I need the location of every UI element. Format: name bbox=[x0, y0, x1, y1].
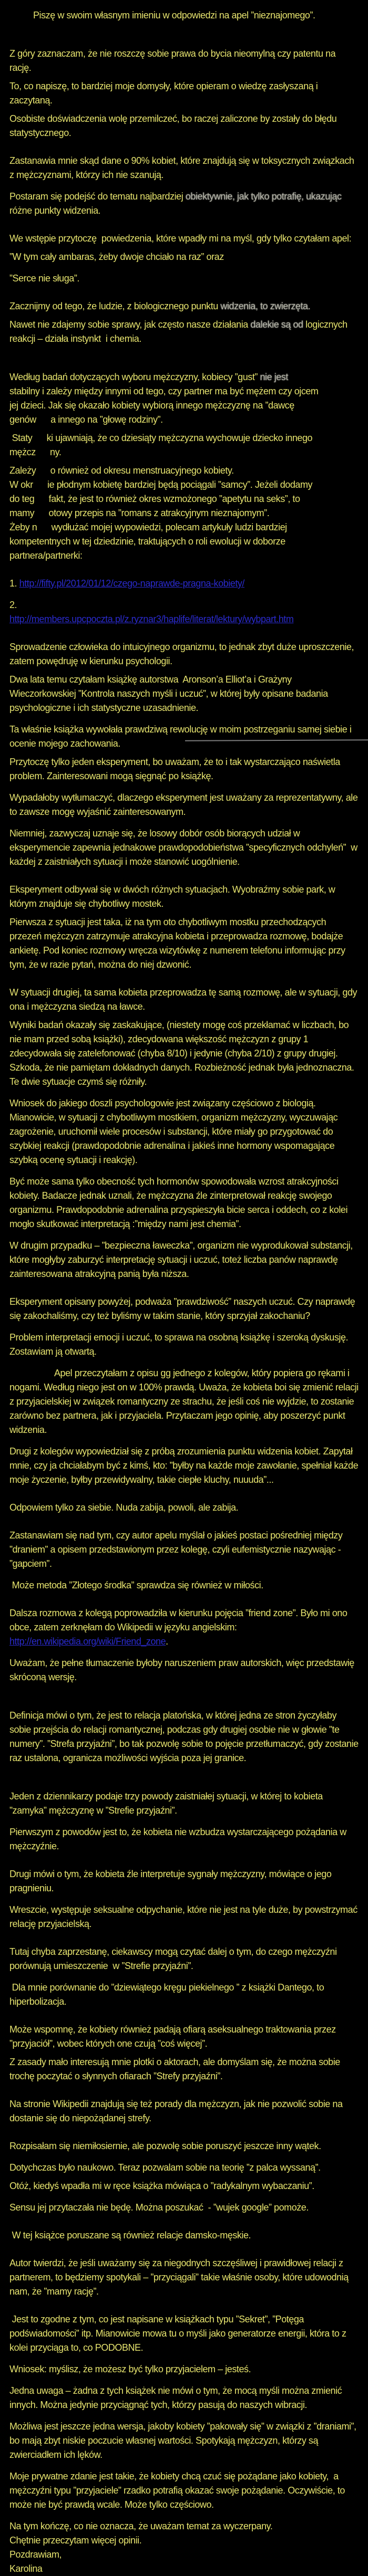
paragraph bbox=[9, 79, 360, 108]
paragraph bbox=[9, 2312, 360, 2355]
paragraph bbox=[9, 1366, 360, 1437]
text-run: Drugi mówi o tym, że kobieta źle interpretuje sygnały mężczyzny, mówiące o jego pragnieniu. bbox=[9, 1869, 334, 1893]
paragraph bbox=[9, 1528, 360, 1571]
text-run: Możliwa jest jeszcze jedna wersja, jakoby kobiety ”pakowały się” w związki z ”draniami”, bo mają zbyt niskie poczucie własnej wartości. Spotykają mężczyzn, którzy są zwierciadłem ich lęków. bbox=[9, 2421, 359, 2460]
paragraph bbox=[9, 1981, 360, 2009]
text-run: partnera/partnerki: bbox=[9, 550, 83, 561]
paragraph bbox=[9, 2228, 360, 2243]
text-run: . bbox=[166, 1636, 168, 1647]
text-line bbox=[9, 520, 360, 535]
paragraph bbox=[9, 112, 360, 140]
text-run: Na tym kończę, co nie oznacza, że uważam temat za wyczerpany. bbox=[9, 2521, 273, 2531]
text-run: Pozdrawiam, bbox=[9, 2549, 62, 2560]
text-line bbox=[9, 384, 360, 399]
text-run: Być może sama tylko obecność tych hormonów spowodowała wzrost atrakcyjności kobiety. Badacze jednak uznali, że mężczyzna źle zinterpretował reakcję swojego organizmu. Prawdopodobnie adrenalina przyspieszyła bicie serca i oddech, co z kolei mogło skutkować interpretacją :”między nami jest chemia”. bbox=[9, 1176, 350, 1229]
paragraph bbox=[9, 640, 360, 668]
paragraph bbox=[9, 598, 360, 626]
text-run: Rozpisałam się niemiłosiernie, ale pozwolę sobie poruszyć jeszcze inny wątek. bbox=[9, 2141, 321, 2151]
text-line bbox=[9, 399, 360, 413]
paragraph bbox=[9, 577, 360, 591]
text-run: Może metoda ”Złotego środka” sprawdza się również w miłości. bbox=[9, 1580, 263, 1590]
text-run: jej dzieci. Jak się okazało kobiety wybiorą innego mężczyznę na ”dawcę bbox=[9, 400, 294, 411]
text-line bbox=[9, 492, 360, 506]
paragraph bbox=[9, 190, 360, 218]
text-line bbox=[9, 2548, 360, 2562]
text-run: mężcz ny. bbox=[9, 447, 62, 457]
text-line bbox=[9, 612, 360, 626]
text-run: Drugi z kolegów wypowiedział się z próbą zrozumienia punktu widzenia kobiet. Zapytał mnie, czy ja chciałabym być z kimś, kto: ”byłby na każde moje zawołanie, spełniał każde moje życzenie, byłby przewidywalny, takie ciepłe kluchy, nuuuda”... bbox=[9, 1446, 361, 1485]
paragraph bbox=[9, 2420, 360, 2462]
text-run: Ta właśnie książka wywołała prawdziwą rewolucję w moim postrzeganiu samej siebie i ocenie mojego zachowania. bbox=[9, 724, 354, 749]
paragraph bbox=[9, 250, 360, 264]
blurred-text-run: obiektywnie, jak tylko potrafię, ukazując bbox=[185, 191, 342, 202]
paragraph bbox=[9, 2362, 360, 2376]
text-run: Na stronie Wikipedii znajdują się też porady dla mężczyzn, jak nie pozwolić sobie na dostanie się do niepożądanej strefy. bbox=[9, 2099, 345, 2123]
paragraph bbox=[9, 2179, 360, 2193]
text-run: Wniosek: myślisz, że możesz być tylko przyjacielem – jesteś. bbox=[9, 2364, 251, 2374]
paragraph bbox=[9, 1709, 360, 1765]
text-line bbox=[9, 445, 360, 459]
text-run: Wniosek do jakiego doszli psychologowie jest związany częściowo z biologią. Mianowicie, w sytuacji z chybotliwym mostkiem, organizm mężczyzny, wyczuwając zagrożenie, uruchomił wiele procesów i substancji, które miały go przygotować do szybkiej reakcji (prawdopodobnie adrenalina i jakieś inne hormony wspomagające szybką ocenę sytuacji i reakcję). bbox=[9, 1098, 340, 1165]
text-run: Może wspomnę, że kobiety również padają ofiarą aseksualnego traktowania przez ”przyjaciół”, wobec których one czują ”coś więcej”. bbox=[9, 2024, 339, 2049]
paragraph bbox=[9, 2201, 360, 2215]
text-run: Piszę w swoim własnym imieniu w odpowiedzi na apel ”nieznajomego”. bbox=[33, 10, 315, 20]
text-run: Jeden z dziennikarzy podaje trzy powody zaistniałej sytuacji, w której to kobieta ”zamyka” mężczyznę w ”Strefie przyjaźni”. bbox=[9, 1791, 325, 1816]
text-run: różne punkty widzenia. bbox=[9, 191, 344, 216]
hyperlink[interactable]: http://members.upcpoczta.pl/z.ryznar3/haplife/literat/lektury/wybpart.htm bbox=[9, 614, 294, 624]
paragraph bbox=[9, 154, 360, 182]
paragraph bbox=[9, 2161, 360, 2175]
paragraph bbox=[9, 2384, 360, 2412]
paragraph bbox=[9, 2023, 360, 2051]
text-run: Dalsza rozmowa z kolegą poprowadziła w kierunku pojęcia ”friend zone”. Było mi ono obce, zatem zerknęłam do Wikipedii w języku angielskim: bbox=[9, 1608, 350, 1632]
paragraph bbox=[9, 1096, 360, 1167]
text-run: Wyniki badań okazały się zaskakujące, (niestety mogę coś przekłamać w liczbach, bo nie mam przed sobą książki), zdecydowana większość mężczyzn z grupy 1 zdecydowała się zatelefonować (chyba 8/10) i jedynie (chyba 2/10) z grupy drugiej. Szkoda, że nie pamiętam dokładnych danych. Rozbieżność jednak była jednoznaczna. Te dwie sytuacje czymś się różniły. bbox=[9, 1020, 356, 1087]
text-run: Wreszcie, występuje seksualne odpychanie, które nie jest na tyle duże, by powstrzymać relację przyjacielską. bbox=[9, 1904, 360, 1929]
paragraph bbox=[9, 1444, 360, 1487]
text-run: Apel przeczytałam z opisu gg jednego z kolegów, który popiera go rękami i nogami. Według niego jest on w 100% prawdą. Uważa, że kobieta boi się zmienić relacji z przyjacielskiej w związek romantyczny ze strachu, że jeśli coś nie wyjdzie, to zostanie zarówno bez partnera, jak i przyjaciela. Przytaczam jego opinię, aby poszerzyć punkt widzenia. bbox=[9, 1368, 361, 1435]
text-run: stabilny i zależy między innymi od tego, czy partner ma być mężem czy ojcem bbox=[9, 386, 319, 396]
hyperlink[interactable]: http://en.wikipedia.org/wiki/Friend_zone bbox=[9, 1636, 166, 1647]
paragraph bbox=[9, 232, 360, 246]
text-line bbox=[9, 464, 360, 478]
paragraph bbox=[9, 47, 360, 75]
paragraph bbox=[9, 2139, 360, 2153]
hyperlink[interactable]: http://fifty.pl/2012/01/12/czego-naprawde-pragna-kobiety/ bbox=[19, 578, 244, 589]
paragraph bbox=[9, 1018, 360, 1089]
text-line bbox=[9, 2519, 360, 2533]
text-run: Karolina bbox=[9, 2563, 43, 2574]
text-run: Moje prywatne zdanie jest takie, że kobiety chcą czuć się pożądane jako kobiety, a mężczyźni typu ”przyjaciele” rzadko potrafią okazać swoje pożądanie. Oczywiście, to może nie być prawdą wcale. Może tylko częściowo. bbox=[9, 2471, 347, 2510]
paragraph bbox=[9, 1239, 360, 1281]
text-run: W sytuacji drugiej, ta sama kobieta przeprowadza tę samą rozmowę, ale w sytuacji, gdy ona i mężczyzna siedzą na ławce. bbox=[9, 987, 360, 1012]
text-line bbox=[9, 431, 360, 445]
text-run: Problem interpretacji emocji i uczuć, to sprawa na osobną książkę i szeroką dyskusję. Zostawiam ją otwartą. bbox=[9, 1332, 351, 1357]
paragraph bbox=[9, 1656, 360, 1684]
blurred-text-run: nie jest bbox=[260, 372, 288, 382]
text-run: mamy otowy przepis na ”romans z atrakcyjnym nieznajomym”. bbox=[9, 508, 270, 518]
paragraph-censored bbox=[9, 370, 360, 563]
paragraph bbox=[9, 2469, 360, 2512]
paragraph bbox=[9, 2256, 360, 2299]
text-run: Nawet nie zdajemy sobie sprawy, jak często nasze działania bbox=[9, 319, 251, 330]
text-run: Autor twierdzi, że jeśli uważamy się za niegodnych szczęśliwej i prawidłowej relacji z partnerem, to będziemy spotykali – ”przyciągali” takie właśnie osoby, które udowodnią nam, że ”mamy rację”. bbox=[9, 2258, 351, 2297]
text-run: Żeby n wydłużać mojej wypowiedzi, polecam artykuły ludzi bardziej bbox=[9, 522, 287, 532]
text-line bbox=[9, 370, 360, 384]
blurred-text-run: dalekie są od bbox=[250, 319, 303, 330]
paragraph bbox=[9, 755, 360, 783]
paragraph bbox=[9, 1945, 360, 1973]
text-line bbox=[9, 2562, 360, 2576]
paragraph bbox=[9, 1825, 360, 1854]
paragraph-closing bbox=[9, 2519, 360, 2576]
text-run: Jest to zgodne z tym, co jest napisane w książkach typu ”Sekret”, ”Potęga podświadomości” itp. Mianowicie mowa tu o myśli jako generatorze energii, która to z kolei przyciąga to, co PODOBNE. bbox=[9, 2314, 349, 2353]
text-run: Z zasady mało interesują mnie plotki o aktorach, ale domyślam się, że można sobie trochę poczytać o słynnych ofiarach ”Strefy przyjaźni”. bbox=[9, 2057, 343, 2081]
text-run: Niemniej, zazwyczaj uznaje się, że losowy dobór osób biorących udział w eksperymencie zapewnia jednakowe prawdopodobieństwa ”specyficznych odchyleń” w każdej z zaistniałych sytuacji i może stanowić uogólnienie. bbox=[9, 828, 360, 867]
text-run: 2. bbox=[9, 600, 17, 610]
paragraph bbox=[9, 883, 360, 911]
text-run: Przytoczę tylko jeden eksperyment, bo uważam, że to i tak wystarczająco naświetla problem. Zainteresowani mogą sięgnąć po książkę. bbox=[9, 757, 343, 781]
text-run: Zastanawia mnie skąd dane o 90% kobiet, które znajdują się w toksycznych związkach z mężczyznami, którzy ich nie szanują. bbox=[9, 155, 357, 180]
text-run: genów a innego na ”głowę rodziny”. bbox=[9, 414, 163, 425]
text-run: Odpowiem tylko za siebie. Nuda zabija, powoli, ale zabija. bbox=[9, 1502, 239, 1513]
text-run: Chętnie przeczytam więcej opinii. bbox=[9, 2535, 142, 2546]
paragraph bbox=[9, 826, 360, 869]
text-run: Eksperyment opisany powyżej, podważa ”prawdziwość” naszych uczuć. Czy naprawdę się zakochaliśmy, czy też byliśmy w takim stanie, który sprzyjał zakochaniu? bbox=[9, 1296, 357, 1321]
paragraph bbox=[9, 1903, 360, 1931]
paragraph bbox=[9, 2055, 360, 2083]
text-run: We wstępie przytoczę powiedzenia, które wpadły mi na myśl, gdy tylko czytałam apel: bbox=[9, 233, 352, 244]
text-run: Dwa lata temu czytałam książkę autorstwa Aronson’a Elliot’a i Grażyny Wieczorkowskiej ”Kontrola naszych myśli i uczuć”, w której były opisane badania psychologiczne i ich statystyczne uzasadnienie. bbox=[9, 674, 331, 713]
text-line bbox=[9, 549, 360, 563]
text-run: Uważam, że pełne tłumaczenie byłoby naruszeniem praw autorskich, więc przedstawię skróconą wersję. bbox=[9, 1658, 357, 1682]
paragraph bbox=[9, 271, 360, 286]
text-run: Staty ki ujawniają, że co dziesiąty mężczyzna wychowuje dziecko innego bbox=[9, 433, 313, 443]
text-run: Wypadałoby wytłumaczyć, dlaczego eksperyment jest uważany za reprezentatywny, ale to zawsze mogę wyjaśnić zainteresowanym. bbox=[9, 792, 360, 817]
text-line bbox=[9, 506, 360, 520]
text-run: Pierwsza z sytuacji jest taka, iż na tym oto chybotliwym mostku przechodzących przezeń mężczyzn zatrzymuje atrakcyjna kobieta i przeprowadza rozmowę, bodajże ankietę. Pod koniec rozmowy wręcza wizytówkę z numerem telefonu informując przy tym, że w razie pytań, można do niej dzwonić. bbox=[9, 917, 348, 970]
text-line bbox=[9, 2533, 360, 2548]
text-run: W tej książce poruszane są również relacje damsko-męskie. bbox=[9, 2230, 251, 2240]
text-line bbox=[9, 535, 360, 549]
paragraph bbox=[9, 2097, 360, 2125]
text-run: Według badań dotyczących wyboru mężczyzny, kobiecy ”gust” bbox=[9, 372, 260, 382]
text-run: Postaram się podejść do tematu najbardziej bbox=[9, 191, 186, 202]
text-run: W okr ie płodnym kobietę bardziej będą pociągali ”samcy”. Jeżeli dodamy bbox=[9, 479, 313, 490]
text-run: 1. bbox=[9, 578, 19, 589]
text-run: do teg fakt, że jest to również okres wzmożonego ”apetytu na seks”, to bbox=[9, 494, 300, 504]
text-run: logicznych reakcji – działa instynkt i chemia. bbox=[9, 319, 350, 344]
text-run: Zależy o również od okresu menstruacyjnego kobiety. bbox=[9, 465, 234, 476]
text-line bbox=[9, 413, 360, 427]
text-run: Sprowadzenie człowieka do intuicyjnego organizmu, to jednak zbyt duże uproszczenie, zatem powędruję w kierunku psychologii. bbox=[9, 642, 356, 666]
paragraph bbox=[9, 915, 360, 972]
text-run: Sensu jej przytaczała nie będę. Można poszukać - ”wujek google” pomoże. bbox=[9, 2202, 309, 2213]
text-line bbox=[9, 598, 360, 612]
text-run: Osobiste doświadczenia wolę przemilczeć, bo raczej zaliczone by zostały do błędu statystycznego. bbox=[9, 113, 339, 138]
text-run: ”W tym cały ambaras, żeby dwoje chciało na raz” oraz bbox=[9, 252, 224, 262]
paragraph bbox=[9, 1331, 360, 1359]
text-run: ”Serce nie sługa”. bbox=[9, 273, 79, 284]
paragraph bbox=[9, 8, 360, 23]
text-run: Dotychczas było naukowo. Teraz pozwalam sobie na teorię ”z palca wyssaną”. bbox=[9, 2162, 321, 2173]
text-run: Pierwszym z powodów jest to, że kobieta nie wzbudza wystarczającego pożądania w mężczyźnie. bbox=[9, 1827, 349, 1851]
paragraph bbox=[9, 1606, 360, 1649]
paragraph bbox=[9, 299, 360, 313]
blurred-text-run: widzenia, to zwierzęta. bbox=[220, 301, 311, 311]
text-run: Otóż, kiedyś wpadła mi w ręce książka mówiąca o ”radykalnym wybaczaniu”. bbox=[9, 2181, 314, 2191]
text-run: W drugim przypadku – ”bezpieczna ławeczka”, organizm nie wyprodukował substancji, które mogłyby zaburzyć interpretację sytuacji i uczuć, toteż liczba panów naprawdę zainteresowana atrakcyjną panią była niższa. bbox=[9, 1240, 355, 1279]
paragraph bbox=[9, 673, 360, 715]
paragraph bbox=[9, 1578, 360, 1593]
text-run: Dla mnie porównanie do ”dziewiątego kręgu piekielnego ” z książki Dantego, to hiperbolizacja. bbox=[9, 1982, 326, 2007]
text-run: Zacznijmy od tego, że ludzie, z biologicznego punktu bbox=[9, 301, 221, 311]
text-run: Tutaj chyba zaprzestanę, ciekawscy mogą czytać dalej o tym, do czego mężczyźni porównują umieszczenie w ”Strefie przyjaźni”. bbox=[9, 1946, 340, 1971]
text-run: To, co napiszę, to bardziej moje domysły, które opieram o wiedzę zasłyszaną i zaczytaną. bbox=[9, 81, 320, 106]
text-run: Eksperyment odbywał się w dwóch różnych sytuacjach. Wyobraźmy sobie park, w którym znajduje się chybotliwy mostek. bbox=[9, 884, 338, 909]
text-run: Definicja mówi o tym, że jest to relacja platońska, w której jedna ze stron życzyłaby sobie przejścia do relacji romantycznej, podczas gdy drugiej osobie nie w głowie ”te numery”. ”Strefa przyjaźni”, bo tak pozwolę sobie to pojęcie przetłumaczyć, gdy zostanie raz ustalona, ogranicza możliwości wyjścia poza jej granice. bbox=[9, 1710, 361, 1763]
text-run: Z góry zaznaczam, że nie roszczę sobie prawa do bycia nieomylną czy patentu na rację. bbox=[9, 48, 338, 73]
paragraph bbox=[9, 1501, 360, 1515]
text-line bbox=[9, 478, 360, 492]
paragraph bbox=[9, 1867, 360, 1896]
paragraph bbox=[9, 1789, 360, 1818]
text-run: Jedna uwaga – żadna z tych książek nie mówi o tym, że mocą myśli można zmienić innych. Można jedynie przyciągnąć tych, którzy pasują do naszych wibracji. bbox=[9, 2385, 344, 2410]
paragraph bbox=[9, 1295, 360, 1323]
paragraph bbox=[9, 318, 360, 346]
paragraph bbox=[9, 791, 360, 819]
text-run: Zastanawiam się nad tym, czy autor apelu myślał o jakieś postaci pośredniej między ”draniem” a opisem przedstawionym przez kolegę, czyli eufemistycznie nazywając - ”gapciem”. bbox=[9, 1530, 346, 1569]
paragraph bbox=[9, 986, 360, 1014]
text-run: kompetentnych w tej dziedzinie, traktujących o roli ewolucji w doborze bbox=[9, 536, 285, 547]
paragraph bbox=[9, 1175, 360, 1231]
paragraph bbox=[9, 722, 360, 751]
